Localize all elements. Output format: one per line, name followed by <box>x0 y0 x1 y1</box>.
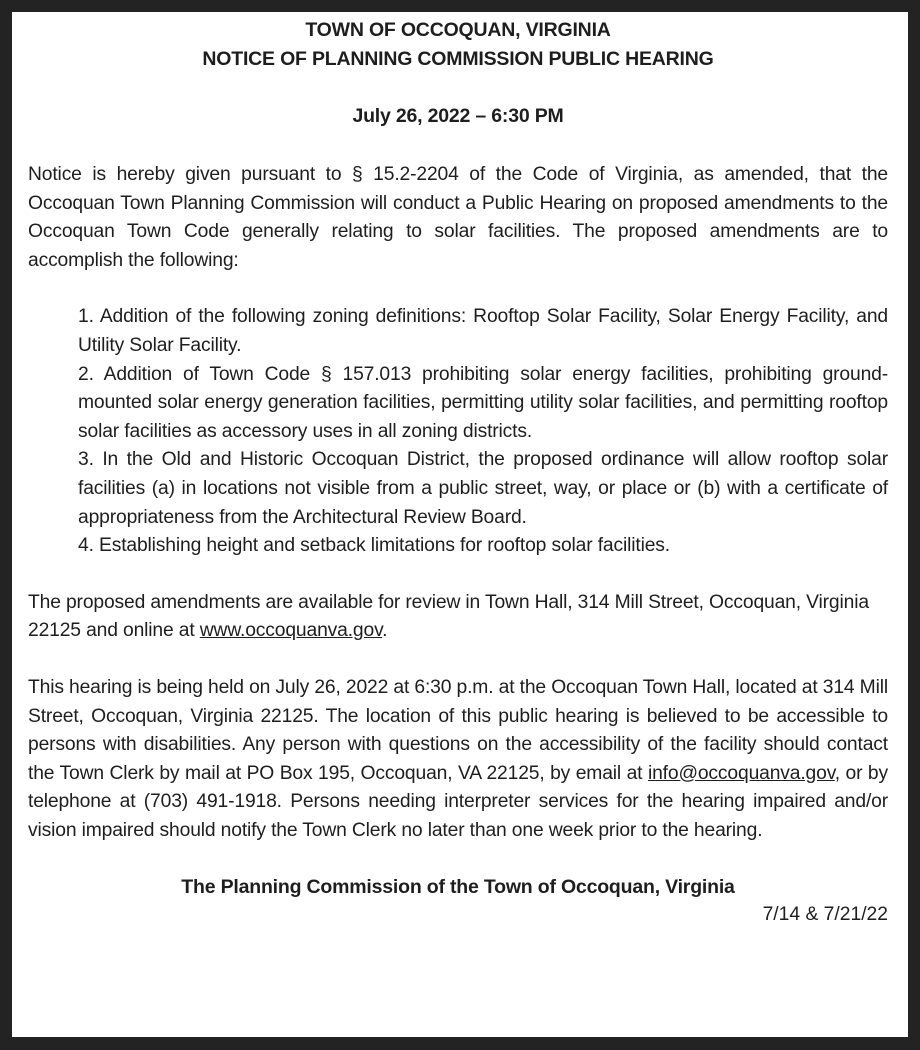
notice-town-title: TOWN OF OCCOQUAN, VIRGINIA <box>305 19 611 41</box>
review-text-end: . <box>382 620 388 642</box>
hearing-date: July 26, 2022 – 6:30 PM <box>352 105 564 127</box>
list-item: 3. In the Old and Historic Occoquan District, the proposed ordinance will allow rooftop solar facilities (a) in locations not visible from a public street, way, or place or (b) with a certificate of appropriateness from the Architectural Review Board. <box>78 449 888 528</box>
review-paragraph <box>28 561 888 646</box>
list-item: 4. Establishing height and setback limitations for rooftop solar facilities. <box>78 535 670 557</box>
list-item: 1. Addition of the following zoning definitions: Rooftop Solar Facility, Solar Energy Facility, and Utility Solar Facility. <box>78 306 888 356</box>
list-item: 2. Addition of Town Code § 157.013 prohibiting solar energy facilities, prohibiting ground-mounted solar energy generation facilities, permitting utility solar facilities, and permitting rooftop solar facilities as accessory uses in all zoning districts. <box>78 363 888 442</box>
hearing-text-end: , or by telephone at (703) 491-1918. Persons needing interpreter services for the hearing impaired and/or vision impaired should notify the Town Clerk no later than one week prior to the hearing. <box>28 762 888 841</box>
website-link[interactable]: www.occoquanva.gov <box>199 620 383 642</box>
intro-paragraph: Notice is hereby given pursuant to § 15.2-2204 of the Code of Virginia, as amended, that the Occoquan Town Planning Commission will conduct a Public Hearing on proposed amendments to the Occoquan Town Code generally relating to solar facilities. The proposed amendments are to accomplish the following: <box>28 164 888 271</box>
amendments-list <box>28 275 888 560</box>
signature: The Planning Commission of the Town of Occoquan, Virginia <box>181 876 735 899</box>
review-text: The proposed amendments are available for review in Town Hall, 314 Mill Street, Occoquan, Virginia 22125 and online at <box>28 591 869 642</box>
publication-dates: 7/14 & 7/21/22 <box>762 904 888 926</box>
hearing-paragraph <box>28 646 888 846</box>
notice-heading: NOTICE OF PLANNING COMMISSION PUBLIC HEARING <box>202 48 714 70</box>
email-link[interactable]: info@occoquanva.gov <box>647 762 835 784</box>
hearing-text: This hearing is being held on July 26, 2022 at 6:30 p.m. at the Occoquan Town Hall, located at 314 Mill Street, Occoquan, Virginia 22125. The location of this public hearing is believed to be accessible to persons with disabilities. Any person with questions on the accessibility of the facility should contact the Town Clerk by mail at PO Box 195, Occoquan, VA 22125, by email at <box>28 676 888 784</box>
public-notice <box>12 12 908 1037</box>
